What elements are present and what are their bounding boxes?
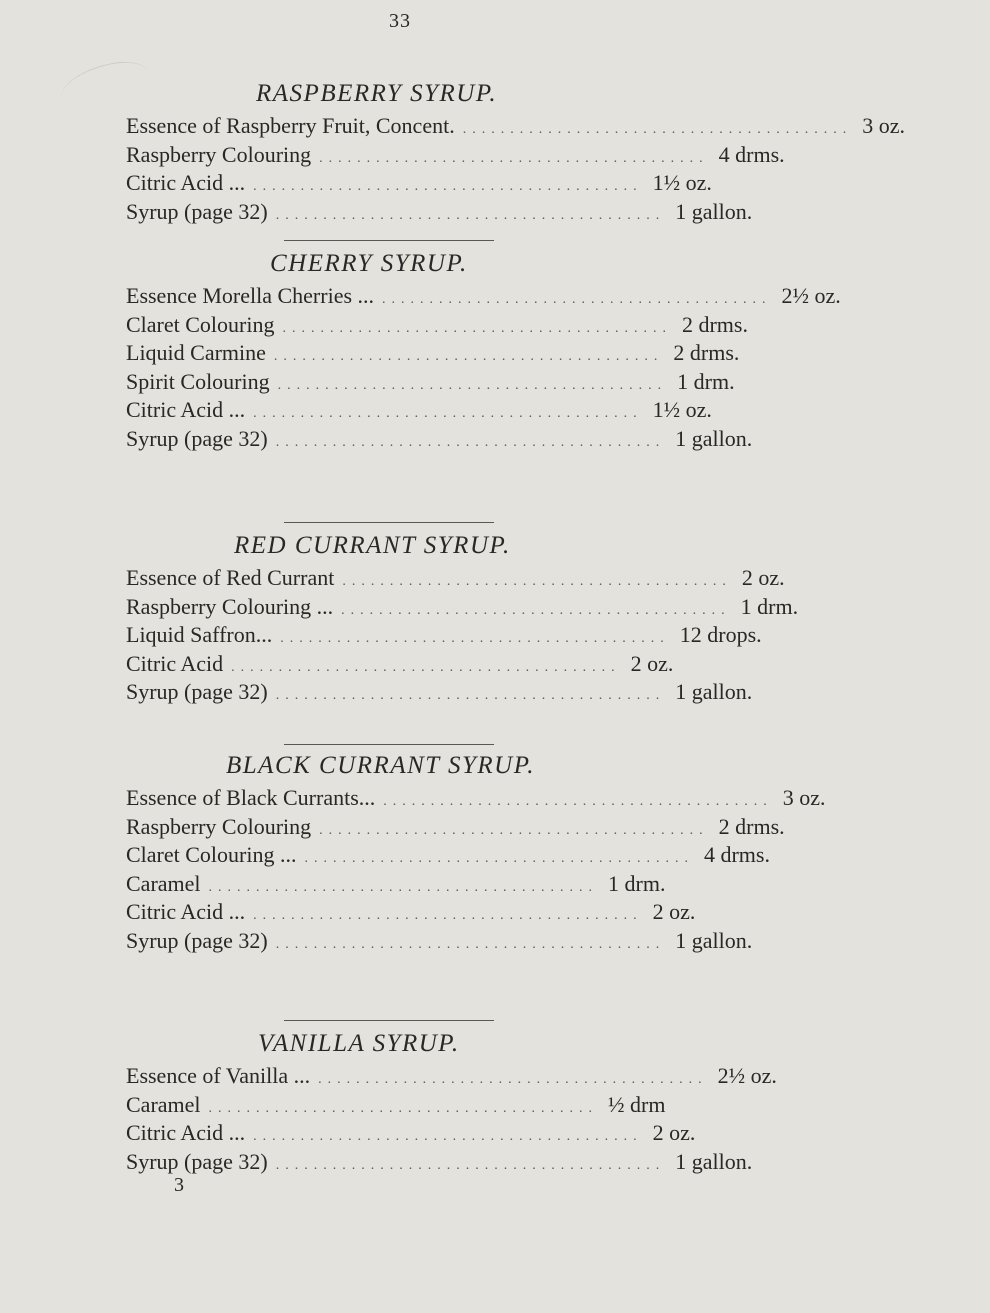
dot-leader: ......................................... (277, 377, 668, 393)
ingredient-name: Citric Acid ... (126, 170, 246, 195)
ingredient-quantity: 2 drms. (681, 311, 748, 337)
ingredient-row (126, 282, 841, 311)
ingredient-quantity: 2 oz. (652, 1120, 696, 1145)
ingredient-name: Raspberry Colouring (126, 813, 312, 839)
ingredient-quantity: 1 drm. (608, 870, 666, 896)
section-divider (284, 1020, 494, 1021)
section-divider (284, 522, 494, 523)
ingredient-row (126, 813, 785, 842)
recipe-vanilla-syrup (126, 1030, 777, 1196)
ingredient-name: Syrup (page 32) (126, 679, 268, 704)
dot-leader: ......................................... (253, 179, 643, 194)
ingredient-name: Raspberry Colouring (126, 141, 312, 167)
ingredient-row (126, 141, 785, 170)
ingredient-row (126, 339, 740, 368)
ingredient-name: Essence Morella Cherries ... (126, 283, 375, 308)
ingredient-row (126, 898, 696, 927)
recipe-red-currant-syrup (126, 532, 799, 707)
dot-leader: ......................................... (275, 688, 666, 703)
dot-leader: ......................................... (319, 150, 709, 166)
ingredient-name: Claret Colouring (126, 311, 275, 337)
ingredient-name: Raspberry Colouring ... (126, 593, 334, 619)
ingredient-row (126, 621, 762, 650)
dot-leader: ......................................... (273, 349, 664, 364)
dot-leader: ......................................... (304, 851, 694, 866)
dot-leader: ......................................... (342, 574, 732, 589)
recipe-title: RED CURRANT SYRUP. (234, 532, 511, 559)
dot-leader: ......................................... (253, 908, 643, 923)
dot-leader: ......................................... (275, 1157, 666, 1173)
dot-leader: ......................................... (275, 207, 666, 223)
ingredient-row (126, 1091, 666, 1120)
dot-leader: ......................................... (382, 292, 772, 307)
ingredient-quantity: 2 drms. (718, 813, 785, 839)
ingredient-row (126, 198, 753, 227)
ingredient-row (126, 564, 785, 593)
ingredient-name: Syrup (page 32) (126, 425, 268, 451)
dot-leader: ......................................... (280, 631, 670, 646)
ingredient-row (126, 678, 753, 707)
dot-leader: ......................................... (462, 122, 853, 137)
dot-leader: ......................................... (341, 602, 731, 618)
ingredient-quantity: ½ drm (608, 1091, 666, 1117)
ingredient-name: Caramel (126, 1091, 201, 1117)
ingredient-row (126, 841, 770, 870)
recipe-title: BLACK CURRANT SYRUP. (226, 752, 535, 779)
footer-number: 3 (174, 1174, 184, 1196)
ingredient-row (126, 1062, 777, 1091)
dot-leader: ......................................... (282, 320, 672, 336)
ingredient-quantity: 2 drms. (673, 340, 740, 365)
ingredient-quantity: 1 gallon. (675, 198, 753, 224)
ingredient-row (126, 650, 674, 679)
dot-leader: ......................................... (208, 879, 599, 895)
ingredient-row (126, 593, 799, 622)
recipe-raspberry-syrup (126, 80, 905, 226)
ingredient-name: Syrup (page 32) (126, 1148, 268, 1174)
ingredient-row (126, 396, 712, 425)
dot-leader: ......................................... (208, 1100, 599, 1116)
recipe-cherry-syrup (126, 250, 841, 453)
section-divider (284, 744, 494, 745)
ingredient-name: Citric Acid ... (126, 397, 246, 422)
ingredient-quantity: 4 drms. (718, 141, 785, 167)
ingredient-row (126, 311, 748, 340)
ingredient-name: Essence of Vanilla ... (126, 1063, 311, 1088)
ingredient-quantity: 1 gallon. (675, 679, 753, 704)
recipe-title: RASPBERRY SYRUP. (256, 80, 498, 107)
dot-leader: ......................................... (383, 794, 773, 809)
dot-leader: ......................................... (253, 406, 643, 421)
recipe-title: VANILLA SYRUP. (258, 1030, 460, 1057)
ingredient-row (126, 927, 753, 956)
ingredient-name: Syrup (page 32) (126, 198, 268, 224)
ingredient-row (126, 870, 666, 899)
ingredient-quantity: 1 gallon. (675, 927, 753, 953)
dot-leader: ......................................... (319, 822, 709, 838)
ingredient-name: Citric Acid ... (126, 1120, 246, 1145)
ingredient-row (126, 784, 826, 813)
dot-leader: ......................................... (231, 659, 621, 675)
dot-leader: ......................................... (275, 936, 666, 952)
dot-leader: ......................................... (275, 434, 666, 450)
ingredient-name: Spirit Colouring (126, 368, 270, 394)
ingredient-name: Citric Acid (126, 650, 224, 676)
ingredient-quantity: 2½ oz. (717, 1063, 777, 1088)
ingredient-quantity: 1 drm. (740, 593, 799, 619)
page-number: 33 (389, 10, 411, 32)
ingredient-row (126, 1148, 753, 1177)
ingredient-row (126, 425, 753, 454)
ingredient-quantity: 12 drops. (679, 622, 762, 647)
ingredient-name: Liquid Carmine (126, 340, 266, 365)
ingredient-name: Liquid Saffron... (126, 622, 273, 647)
ingredient-name: Essence of Black Currants... (126, 785, 376, 810)
section-divider (284, 240, 494, 241)
recipe-black-currant-syrup (126, 752, 826, 955)
ingredient-row (126, 368, 735, 397)
ingredient-row (126, 1119, 696, 1148)
ingredient-row (126, 112, 905, 141)
ingredient-quantity: 1 gallon. (675, 1148, 753, 1174)
ingredient-quantity: 3 oz. (782, 785, 826, 810)
ingredient-quantity: 4 drms. (703, 842, 770, 867)
ingredient-quantity: 3 oz. (862, 113, 905, 138)
ingredient-row (126, 169, 712, 198)
ingredient-quantity: 1 drm. (677, 368, 735, 394)
dot-leader: ......................................... (253, 1129, 643, 1144)
ingredient-name: Claret Colouring ... (126, 842, 297, 867)
ingredient-name: Essence of Raspberry Fruit, Concent. (126, 113, 455, 138)
ingredient-quantity: 2 oz. (741, 565, 785, 590)
recipe-title: CHERRY SYRUP. (270, 250, 468, 277)
ingredient-name: Citric Acid ... (126, 899, 246, 924)
ingredient-quantity: 2 oz. (630, 650, 674, 676)
ingredient-name: Syrup (page 32) (126, 927, 268, 953)
ingredient-quantity: 2½ oz. (781, 283, 841, 308)
ingredient-name: Caramel (126, 870, 201, 896)
ingredient-quantity: 2 oz. (652, 899, 696, 924)
ingredient-quantity: 1½ oz. (652, 170, 712, 195)
ingredient-name: Essence of Red Currant (126, 565, 335, 590)
dot-leader: ......................................... (318, 1072, 708, 1087)
ingredient-quantity: 1½ oz. (652, 397, 712, 422)
ingredient-quantity: 1 gallon. (675, 425, 753, 451)
